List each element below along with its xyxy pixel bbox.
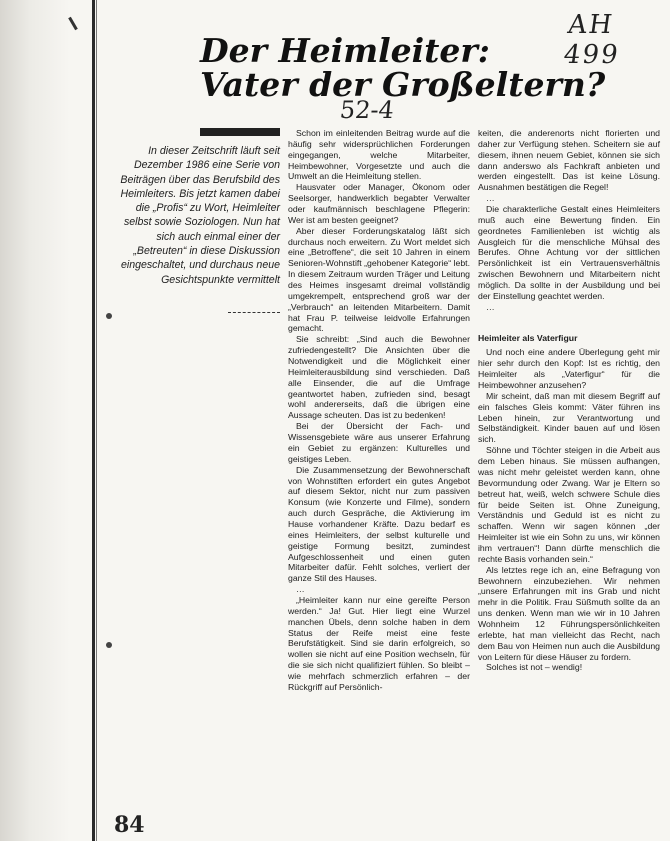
punch-hole <box>106 642 112 648</box>
page-spine <box>92 0 95 841</box>
article-intro: In dieser Zeitschrift läuft seit Dezember 1986 eine Serie von Beiträgen über das Berufsbild des Heimleiters. Bis jetzt kamen dabei die „Profis“ zu Wort, Heimleiter selbst sowie Soziologen. Nun hat sich auch einmal einer der „Betreuten“ in diese Diskussion eingeschaltet, und durchaus neue Gesichtspunkte vermittelt <box>120 145 280 286</box>
handwritten-archive-number: AH 499 <box>561 10 622 70</box>
paragraph: Die Zusammensetzung der Bewohnerschaft von Wohnstiften erfordert ein gutes Angebot auf diesem Sektor, nicht nur zum passiven Konsum (wie Konzerte und Filme), sondern auch durch Gespräche, die Aktivierung im Hause vorhandener Kräfte. Dazu bedarf es eines Heimleiters, der selbst kulturelle und geistige Formung besitzt, zumindest Aufgeschlossenheit und einen guten Mitarbeiter dafür. Fehlt solches, verliert der ganze Stil des Hauses. <box>288 464 470 584</box>
paragraph: keiten, die anderenorts nicht florierten und daher zur Verfügung stehen. Scheitern sie auf diesem, ihnen neuem Gebiet, können sie sich dann anderswo als Fachkraft anbieten und werden eingestellt. Das ist keine Lösung. Ausnahmen bestätigen die Regel! <box>478 128 660 193</box>
paragraph: Bei der Übersicht der Fach- und Wissensgebiete wäre aus unserer Erfahrung ein Gebiet zu ergänzen: Kulturelles und geistiges Leben. <box>288 421 470 464</box>
ellipsis: … <box>486 193 495 204</box>
paragraph: Hausvater oder Manager, Ökonom oder Seelsorger, handwerklich begabter Verwalter oder kaufmännisch beschlagene Pflegerin: Wer ist am besten geeignet? <box>288 182 470 225</box>
paragraph: „Heimleiter kann nur eine gereifte Person werden.“ Ja! Gut. Hier liegt eine Wurzel manchen Übels, denn solche haben in dem Status der Reife meist eine feste Berufstätigkeit. Sind sie darin erfolgreich, so wollen sie nicht auf eine Position wechseln, für die sie sich nicht qualifiziert fühlen. So bleibt – wie mehrfach schmerzlich erfahren – der Rückgriff auf Persönlich- <box>288 594 470 692</box>
text-column-1 <box>288 128 470 693</box>
text-column-2 <box>478 128 660 673</box>
title-line-2: Vater der Großeltern? <box>200 65 606 104</box>
paragraph: Und noch eine andere Überlegung geht mir hier sehr durch den Kopf: Ist es richtig, den Heimleiter als „Vaterfigur“ für die Heimbewohner anzusehen? <box>478 347 660 391</box>
paragraph: Als letztes rege ich an, eine Befragung von Bewohnern einzubeziehen. Wir nehmen „unsere Erfahrungen mit ins Grab und nicht mehr in die Politik. Frau Süßmuth sollte da an uns denken. Wenn man wie wir in 10 Jahren Wohnheim 12 Führungspersönlichkeiten erlebte, hat man vielleicht das Recht, nach dem Bau von Heimen nun auch die Ausbildung von Leitern für diese Häuser zu fordern. <box>478 564 660 662</box>
article-title <box>200 31 606 104</box>
ellipsis: … <box>486 301 495 312</box>
title-line-1: Der Heimleiter: <box>200 31 490 70</box>
paragraph: Sie schreibt: „Sind auch die Bewohner zufriedengestellt? Die Ansichten über die Notwendigkeit und die Möglichkeit einer Heimleiterausbildung sind verschieden. Daß alle Einsender, die auf die Umfrage geantwortet haben, zufrieden sind, besagt wohl andererseits, daß die übrigen eine Aussage scheuten. Das ist zu bedenken! <box>288 334 470 421</box>
page-spine-edge <box>96 0 97 841</box>
subheading: Heimleiter als Vaterfigur <box>478 332 578 343</box>
ellipsis: … <box>296 584 305 595</box>
page-number: 84 <box>114 812 145 838</box>
paragraph: Schon im einleitenden Beitrag wurde auf die häufig sehr widersprüchlichen Forderungen eingegangen, welche Mitarbeiter, Heimbewohner, Vorgesetzte und auch die Umwelt an die Heimleitung stellen. <box>288 128 470 182</box>
binding-shadow <box>0 0 102 841</box>
intro-divider <box>228 312 280 313</box>
punch-hole <box>106 313 112 319</box>
paragraph: Solches ist not – wendig! <box>486 662 583 673</box>
topic-bar <box>200 128 280 136</box>
paragraph: Aber dieser Forderungskatalog läßt sich durchaus noch erweitern. Zu Wort meldet sich eine „Betroffene“, die seit 10 Jahren in einem Senioren-Wohnstift „gehobener Kategorie“ lebt. In diesem Zeitraum wurden Träger und Leitung des Heimes insgesamt dreimal vollständig umgekrempelt, entsprechend groß war der „Verbrauch“ an leitenden Mitarbeitern. Damit hat Frau P. teilweise leidvolle Erfahrungen gemacht. <box>288 225 470 334</box>
paragraph: Mir scheint, daß man mit diesem Begriff auf ein falsches Gleis kommt: Väter führen ins Leben hinein, zur Verantwortung und Selbständigkeit. Kinder bauen auf und lösen sich. <box>478 390 660 445</box>
paragraph: Söhne und Töchter steigen in die Arbeit aus dem Leben hinaus. Sie müssen aufhangen, was nicht mehr geleistet werden kann, ohne Bevormundung oder Zwang. War je Eltern so betreut hat, weiß, welch schwere Schule dies für beide Seiten ist. Ohne Zuneigung, Verständnis und Geduld ist es nicht zu schaffen. Wenn wir sagen können „der Heimleiter ist wie ein Sohn zu uns, wir können ihm vertrauen“! Dann dürfte menschlich die rechte Basis vorhanden sein.“ <box>478 445 660 564</box>
handwritten-note: 52-4 <box>338 96 396 124</box>
paragraph: Die charakterliche Gestalt eines Heimleiters muß auch eine Bewertung finden. Ein geordnetes Familienleben ist wichtig als Ausgleich für die menschliche Mühsal des Berufes. Ohne Achtung vor der sittlichen Persönlichkeit ist ein Vertrauensverhältnis zwischen Bewohnern und Mitarbeitern nicht möglich. Da sollte in der Ausbildung und bei der Einstellung geachtet werden. <box>478 204 660 301</box>
